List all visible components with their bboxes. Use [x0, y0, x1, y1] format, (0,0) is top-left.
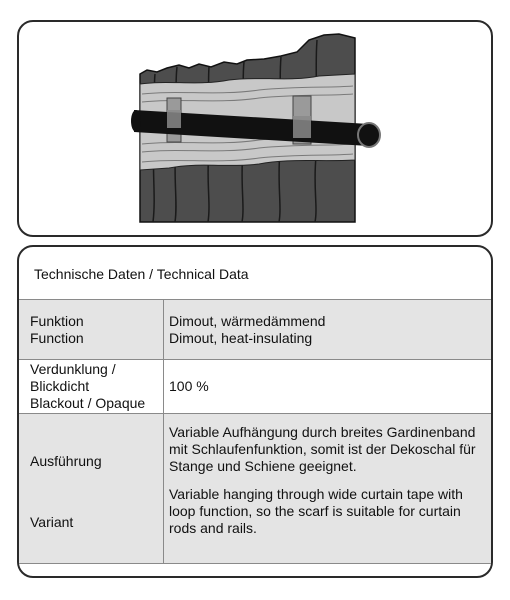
tape-loop-front	[167, 110, 181, 128]
label-de: Funktion	[30, 312, 84, 329]
table-title: Technische Daten / Technical Data	[34, 266, 249, 282]
row-value	[164, 300, 493, 359]
table-row-variant	[19, 414, 493, 564]
value-de: Dimout, wärmedämmend	[169, 312, 326, 329]
value-en: Dimout, heat-insulating	[169, 329, 313, 346]
curtain-on-rod-illustration	[19, 22, 493, 237]
row-label	[19, 360, 164, 413]
value: 100 %	[169, 378, 209, 394]
technical-data-panel	[17, 245, 493, 578]
label-en: Function	[30, 329, 84, 346]
label-line-2: Blickdicht	[30, 378, 90, 394]
label-line-3: Blackout / Opaque	[30, 395, 146, 411]
value-de: Variable Aufhängung durch breites Gardinenband mit Schlaufenfunktion, somit ist der Dekoschal für Stange und Schiene geeignet.	[169, 424, 476, 474]
row-label	[19, 414, 164, 563]
tape-loop-front	[293, 116, 311, 138]
label-en: Variant	[30, 514, 74, 530]
row-value	[164, 414, 493, 563]
value-en: Variable hanging through wide curtain tape with loop function, so the scarf is suitable for curtain rods and rails.	[169, 486, 463, 536]
table-row-blackout	[19, 360, 493, 414]
row-value	[164, 360, 493, 413]
illustration-panel	[17, 20, 493, 237]
label-line-1: Verdunklung /	[30, 361, 116, 377]
curtain-rod-left-end	[131, 110, 141, 132]
curtain-rod-end-cap	[358, 123, 380, 147]
technical-data-table	[19, 299, 493, 564]
row-label	[19, 300, 164, 359]
table-row-function	[19, 300, 493, 360]
label-de: Ausführung	[30, 453, 102, 469]
